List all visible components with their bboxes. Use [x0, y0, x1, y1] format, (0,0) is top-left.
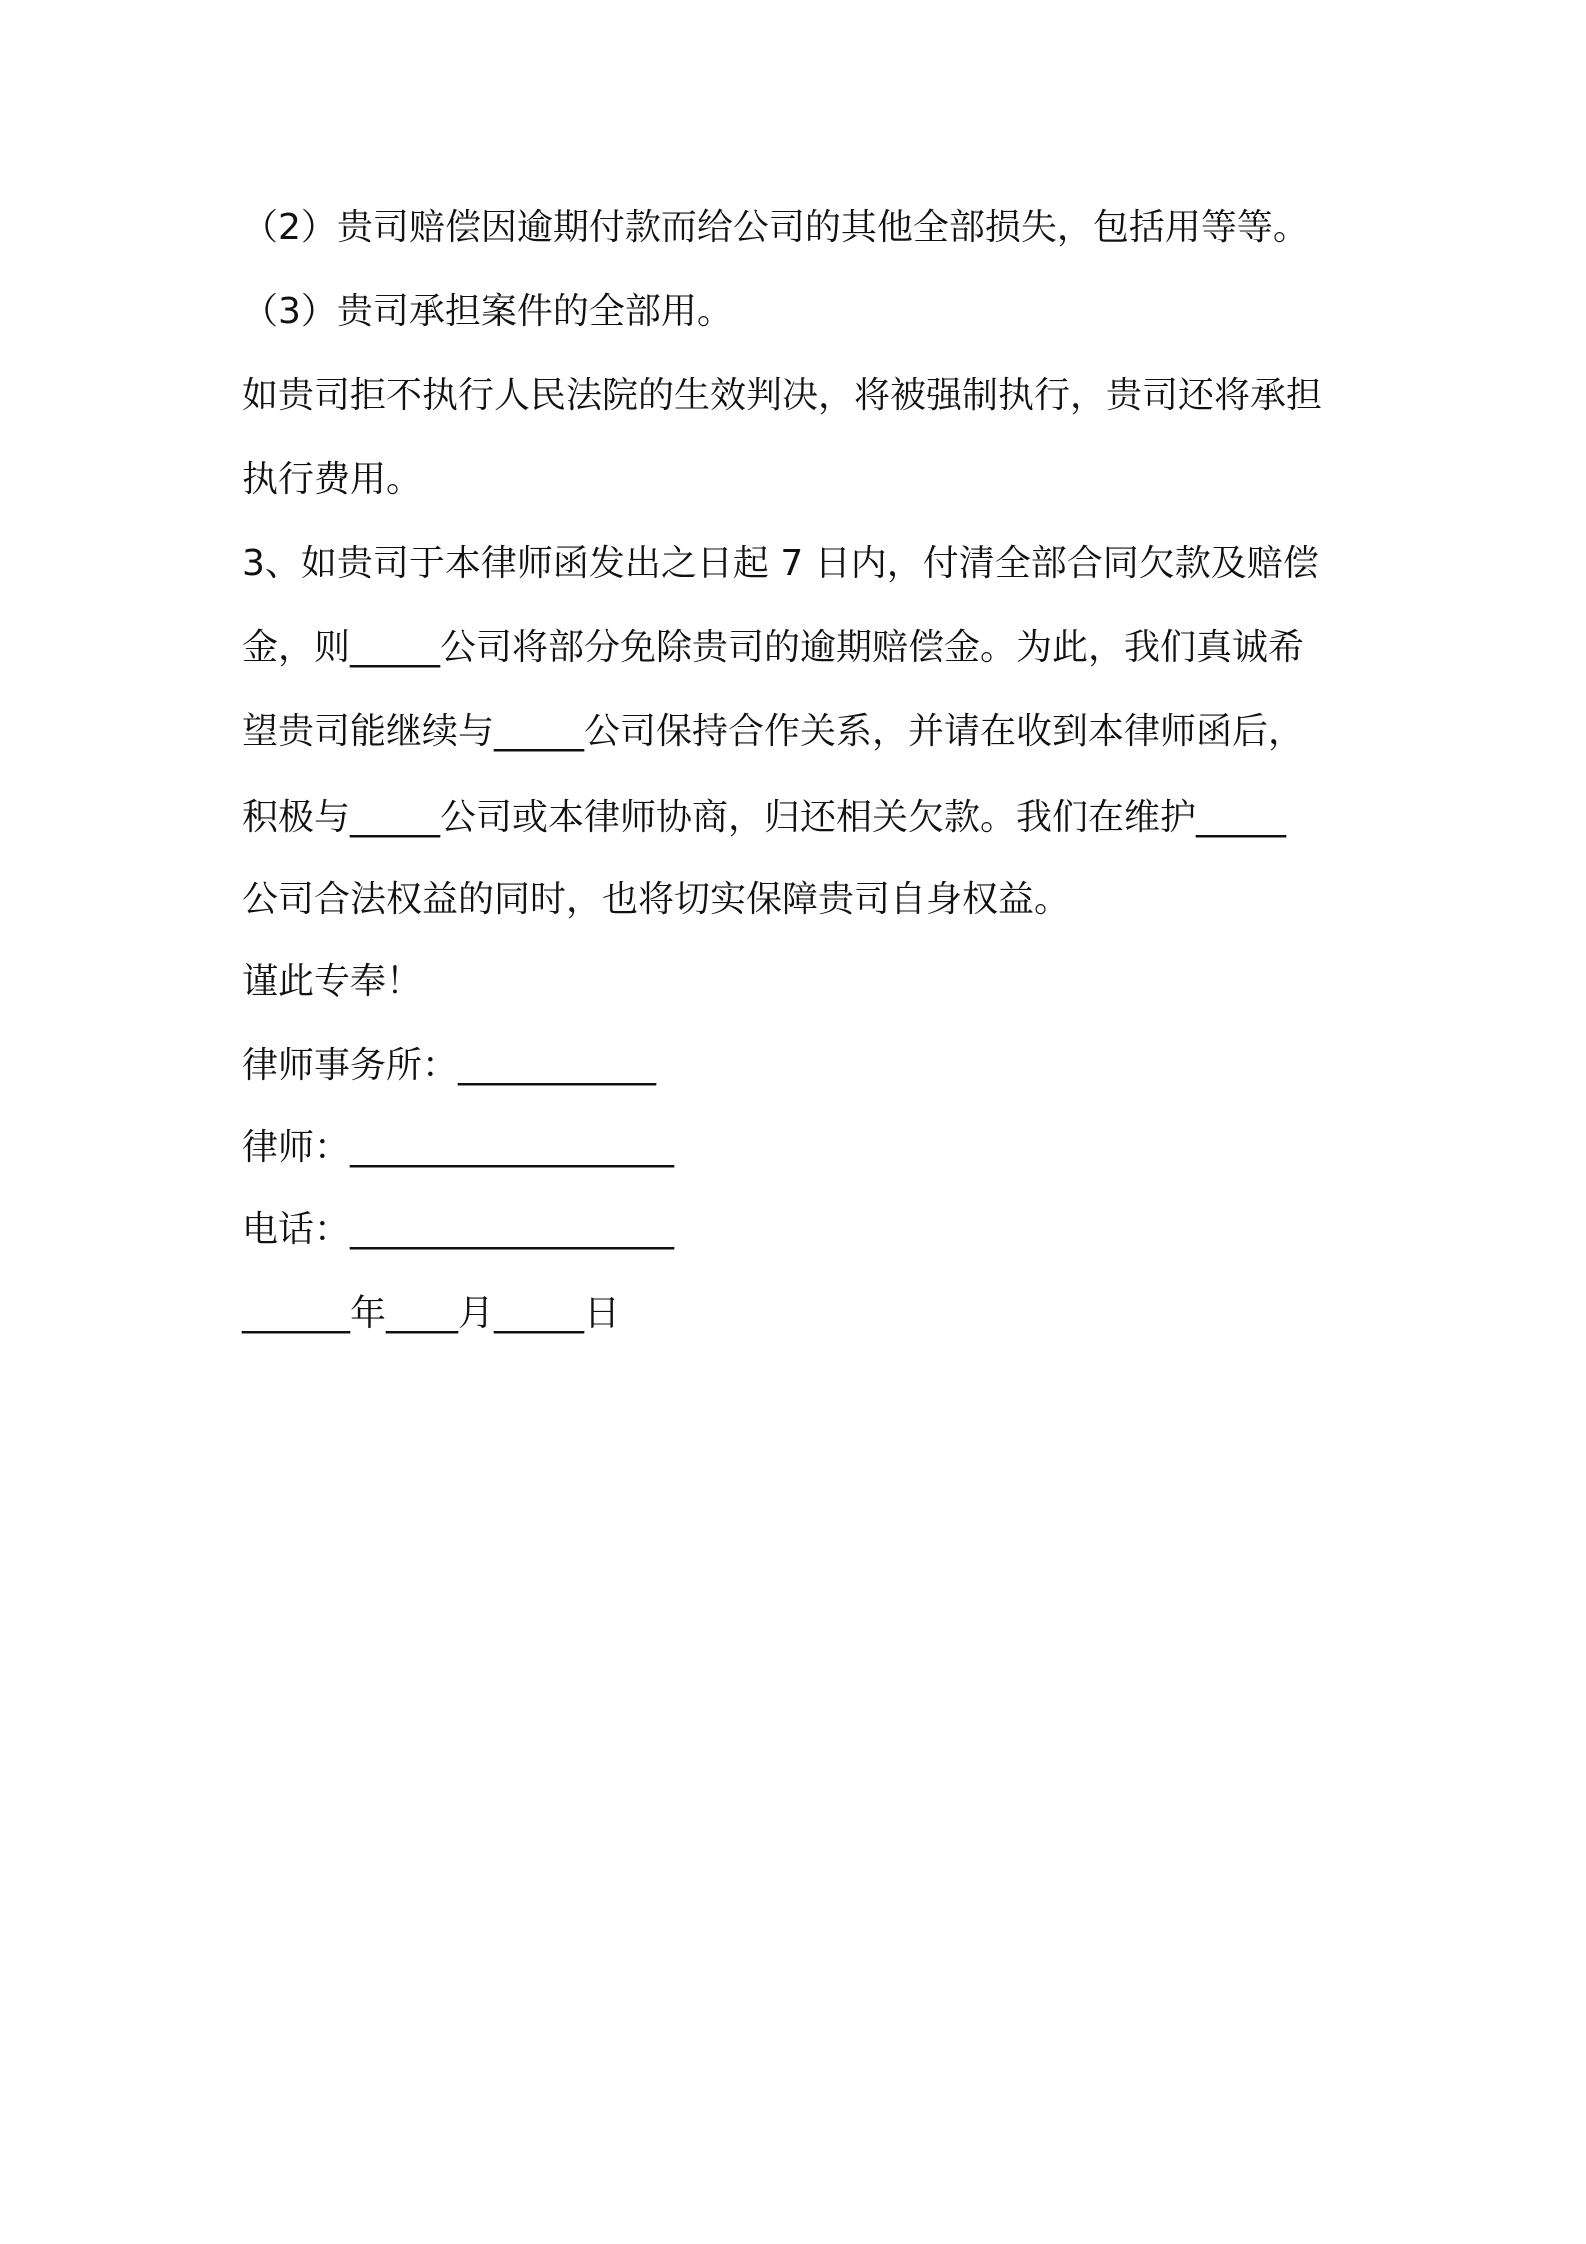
lawyer-signature-line: 律师：__________________	[242, 1127, 675, 1168]
clause-3-line-2: 金，则_____公司将部分免除贵司的逾期赔偿金。为此，我们真诚希	[242, 627, 1305, 668]
clause-3-line-1: 3、如贵司于本律师函发出之日起 7 日内，付清全部合同欠款及赔偿	[242, 543, 1319, 584]
enforcement-paragraph-line-2: 执行费用。	[242, 459, 423, 500]
date-line: ______年____月_____日	[242, 1293, 620, 1334]
enforcement-paragraph-line-1: 如贵司拒不执行人民法院的生效判决，将被强制执行，贵司还将承担	[242, 375, 1323, 416]
clause-3-line-5: 公司合法权益的同时，也将切实保障贵司自身权益。	[242, 879, 1071, 920]
clause-3-line-3: 望贵司能继续与_____公司保持合作关系，并请在收到本律师函后，	[242, 711, 1305, 752]
law-firm-signature-line: 律师事务所：___________	[242, 1045, 657, 1086]
phone-line: 电话：__________________	[242, 1209, 675, 1250]
clause-3-line-4: 积极与_____公司或本律师协商，归还相关欠款。我们在维护_____	[242, 797, 1287, 838]
item-3-case-costs: （3）贵司承担案件的全部用。	[242, 291, 733, 332]
closing-salutation: 谨此专奉！	[242, 961, 423, 1002]
item-2-compensation-losses: （2）贵司赔偿因逾期付款而给公司的其他全部损失，包括用等等。	[242, 207, 1309, 248]
